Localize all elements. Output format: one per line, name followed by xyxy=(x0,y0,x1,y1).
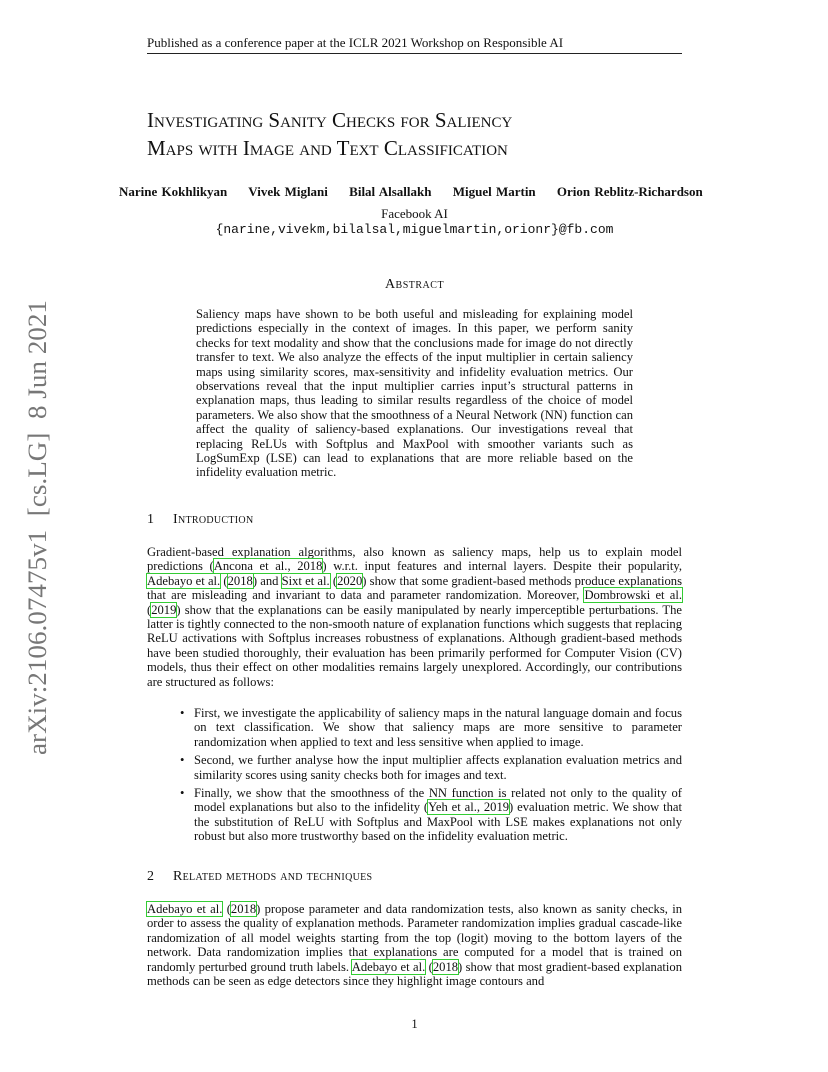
citation-year-link[interactable]: 2018 xyxy=(230,902,257,916)
author-emails: {narine,vivekm,bilalsal,miguelmartin,orionr}@fb.com xyxy=(215,222,614,237)
paper-title xyxy=(147,106,707,162)
header-rule xyxy=(147,53,682,54)
list-item-text: ) evaluation metric. We show that the substitution of ReLU with Softplus and MaxPool with LSE makes explanations not only robust but also more trustworthy based on the infidelity evaluation metric. xyxy=(194,800,683,844)
bullet-icon: • xyxy=(180,706,185,720)
author-name: Narine Kokhlikyan xyxy=(119,184,228,199)
author-list xyxy=(119,184,719,200)
section-heading-introduction xyxy=(147,512,253,528)
text-run: show that the explanations can be easily manipulated by nearly imperceptible perturbations. The latter is tightly connected to the non-smooth nature of explanation functions which suggests that replacing ReLU activations with Softplus increases robustness of explanations. Although gradient-based methods have been studied thoroughly, their evaluation has been primarily performed for Computer Vision (CV) models, thus their effect on other modalities remains largely unexplored. Accordingly, our contributions are structured as follows: xyxy=(147,602,682,689)
section-title: Related methods and techniques xyxy=(173,869,373,884)
citation-link[interactable]: Dombrowski et al. xyxy=(584,588,682,603)
citation-link[interactable]: Yeh et al., 2019 xyxy=(428,800,510,815)
list-item-text: Second, we further analyse how the input multiplier affects explanation evaluation metrics and similarity scores using sanity checks both for images and text. xyxy=(194,753,682,782)
affiliation: Facebook AI xyxy=(381,206,448,221)
citation-year-link[interactable]: 2019 xyxy=(151,602,177,617)
citation-year-link[interactable]: 2018 xyxy=(432,959,459,974)
author-name: Bilal Alsallakh xyxy=(349,184,432,199)
text-run: show that some gradient-based methods produce explanations that are misleading and invariant to data and parameter randomization. Moreover, xyxy=(147,573,683,603)
page-number: 1 xyxy=(411,1017,418,1031)
bullet-icon: • xyxy=(180,786,185,801)
bullet-icon: • xyxy=(180,753,185,768)
text-run: Gradient-based explanation algorithms, also known as saliency maps, help us to explain model predictions ( xyxy=(147,545,682,574)
list-item xyxy=(176,753,682,782)
text-run: and xyxy=(257,573,282,588)
arxiv-id[interactable]: arXiv:2106.07475v1 [cs.LG] 8 Jun 2021 xyxy=(23,318,52,755)
list-item-text: Finally, we show that the smoothness of the NN function is related not only to the quality of model explanations but also to the infidelity ( xyxy=(194,786,682,815)
text-run: show that most gradient-based explanation methods can be seen as edge detectors since they highlight image contours and xyxy=(147,959,682,989)
list-item xyxy=(176,706,682,749)
citation-link[interactable]: Adebayo et al. xyxy=(147,573,221,588)
citation-link[interactable]: Adebayo et al. xyxy=(351,959,426,974)
citation-year-link[interactable]: 2020 xyxy=(337,573,363,588)
section-heading-related-methods xyxy=(147,869,372,885)
contribution-list xyxy=(176,706,682,848)
text-run: propose parameter and data randomization tests, also known as sanity checks, in order to assess the quality of explanation methods. Parameter randomization implies gradual cascade-like randomization of all model weights starting from the top (logit) moving to the bottom layers of the network. Data randomization implies that explanations are computed for a model that is trained on randomly perturbed ground truth labels. xyxy=(147,902,683,974)
abstract-text: Saliency maps have shown to be both useful and misleading for explaining model predictions especially in the context of images. In this paper, we perform sanity checks for text modality and show that the conclusions made for image do not directly transfer to text. We also analyze the effects of the input multiplier in certain saliency maps using similarity scores, max-sensitivity and infidelity evaluation metrics. Our observations reveal that the input multiplier carries input’s structural patterns in explanation maps, thus leading to similar results regardless of the choice of model parameters. We also show that the smoothness of a Neural Network (NN) function can affect the quality of saliency-based explanations. Our investigations reveal that replacing ReLUs with Softplus and MaxPool with smoother variants such as LogSumExp (LSE) can lead to explanations that are more reliable based on the infidelity evaluation metric. xyxy=(196,307,633,480)
list-item xyxy=(176,786,682,844)
citation-year-link[interactable]: 2018 xyxy=(227,573,253,588)
list-item-text: First, we investigate the applicability of saliency maps in the natural language domain and focus on text classification. We show that saliency maps are more sensitive to parameter randomization when applied to text and less sensitive when applied to image. xyxy=(194,706,682,749)
title-line-1: Investigating Sanity Checks for Saliency xyxy=(147,108,513,132)
section-number: 2 xyxy=(147,869,155,884)
intro-paragraph: Gradient-based explanation algorithms, also known as saliency maps, help us to explain model predictions (Ancona et al., 2018) w.r.t. input features and internal layers. Despite their popularity, Adebayo et al. (2018) and Sixt et al. (2020) show that some gradient-based methods produce explanations that are misleading and invariant to data and parameter randomization. Moreover, Dombrowski et al. (2019) show that the explanations can be easily manipulated by nearly imperceptible perturbations. The latter is tightly connected to the non-smooth nature of explanation functions which suggests that replacing ReLU activations with Softplus increases robustness of explanations. Although gradient-based methods have been studied thoroughly, their evaluation has been primarily performed for Computer Vision (CV) models, thus their effect on other modalities remains largely unexplored. Accordingly, our contributions are structured as follows: xyxy=(147,545,683,689)
author-name: Vivek Miglani xyxy=(248,184,328,199)
text-run: ) w.r.t. input features and internal layers. Despite their popularity, xyxy=(322,559,682,574)
running-header: Published as a conference paper at the ICLR 2021 Workshop on Responsible AI xyxy=(147,35,564,50)
section-title: Introduction xyxy=(173,512,254,527)
citation-link[interactable]: Sixt et al. xyxy=(281,573,330,588)
related-paragraph: Adebayo et al. (2018) propose parameter and data randomization tests, also known as sanity checks, in order to assess the quality of explanation methods. Parameter randomization implies gradual cascade-like randomization of all model weights starting from the top (logit) moving to the bottom layers of the network. Data randomization implies that explanations are computed for a model that is trained on randomly perturbed ground truth labels. Adebayo et al. (2018) show that most gradient-based explanation methods can be seen as edge detectors since they highlight image contours and xyxy=(147,902,683,989)
arxiv-sidebar xyxy=(19,300,55,760)
citation-link[interactable]: Adebayo et al. xyxy=(147,902,223,916)
author-name: Orion Reblitz-Richardson xyxy=(556,184,703,199)
abstract-heading: Abstract xyxy=(384,277,445,292)
title-line-2: Maps with Image and Text Classification xyxy=(147,136,508,160)
section-number: 1 xyxy=(147,512,155,527)
citation-link[interactable]: Ancona et al., 2018 xyxy=(213,559,323,574)
author-name: Miguel Martin xyxy=(452,184,536,199)
